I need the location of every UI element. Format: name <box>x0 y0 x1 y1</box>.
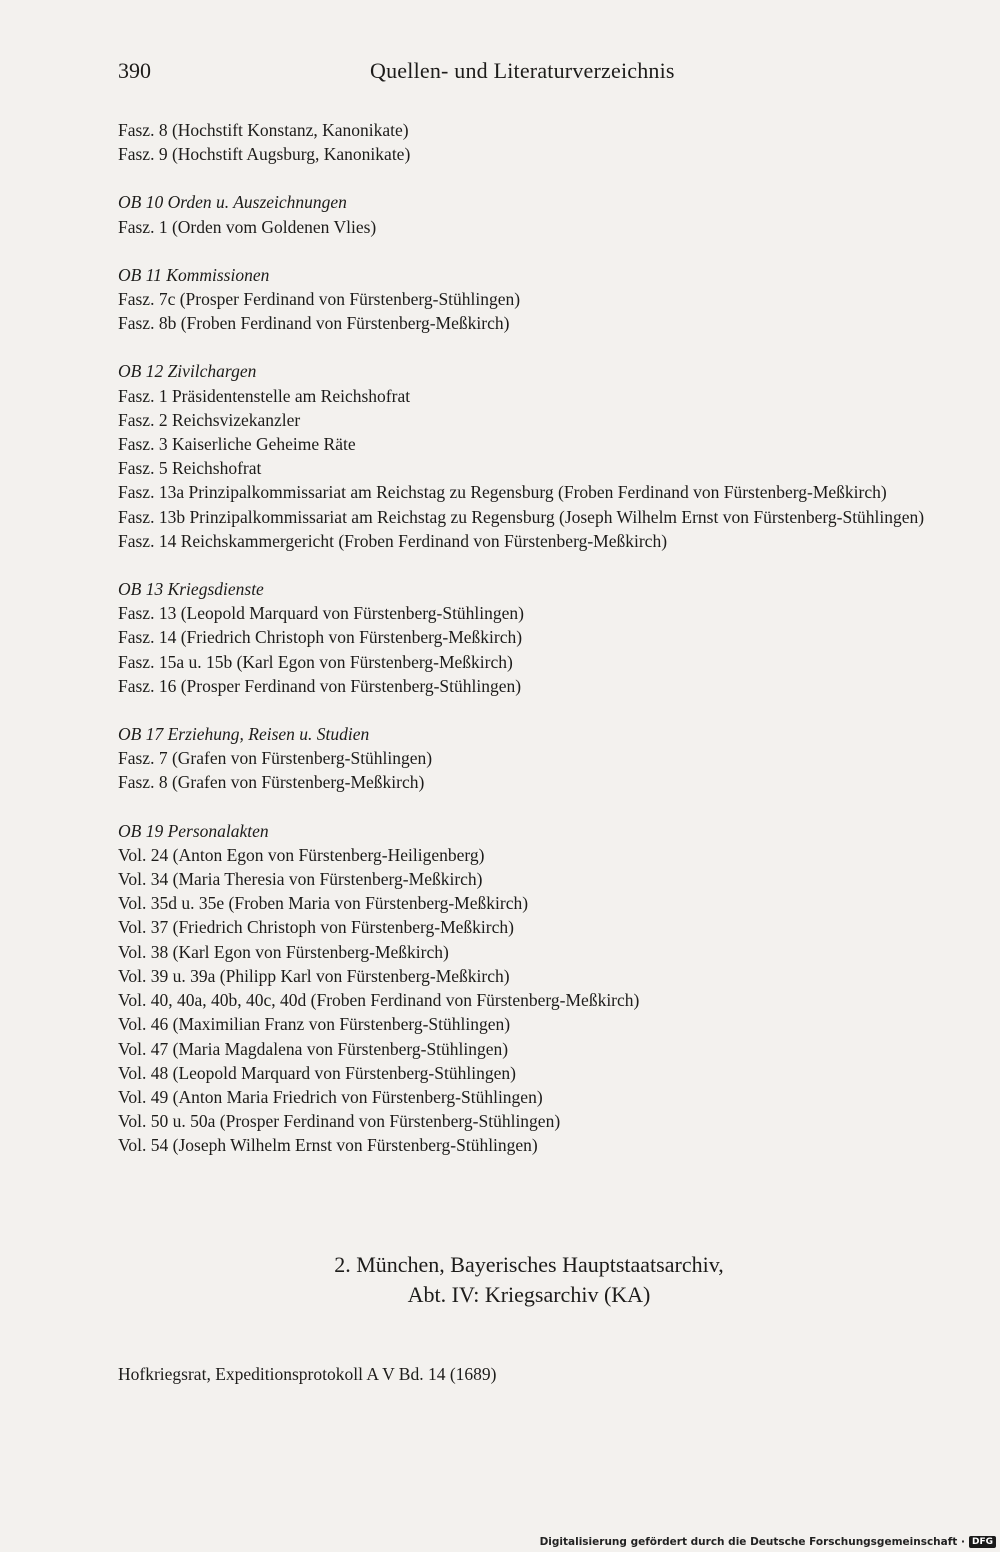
archive-section <box>118 190 940 238</box>
closing-entry: Hofkriegsrat, Expeditionsprotokoll A V Bd. 14 (1689) <box>118 1364 497 1384</box>
list-item: Fasz. 13a Prinzipalkommissariat am Reichstag zu Regensburg (Froben Ferdinand von Fürstenberg-Meßkirch) <box>118 482 887 503</box>
list-item: Fasz. 8b (Froben Ferdinand von Fürstenberg-Meßkirch) <box>118 313 510 334</box>
list-item: Vol. 40, 40a, 40b, 40c, 40d (Froben Ferdinand von Fürstenberg-Meßkirch) <box>118 990 640 1011</box>
list-item: Fasz. 5 Reichshofrat <box>118 458 262 479</box>
list-item: Vol. 48 (Leopold Marquard von Fürstenberg-Stühlingen) <box>118 1062 516 1083</box>
archive-section <box>118 577 940 698</box>
section-heading: OB 12 Zivilchargen <box>118 361 257 382</box>
running-title: Quellen- und Literaturverzeichnis <box>370 58 675 83</box>
list-item: Fasz. 8 (Grafen von Fürstenberg-Meßkirch) <box>118 772 425 793</box>
list-item: Fasz. 1 (Orden vom Goldenen Vlies) <box>118 216 377 237</box>
list-item: Fasz. 7 (Grafen von Fürstenberg-Stühlingen) <box>118 748 433 769</box>
section-heading: OB 13 Kriegsdienste <box>118 579 264 600</box>
intro-entries <box>118 118 940 166</box>
list-item: Vol. 37 (Friedrich Christoph von Fürstenberg-Meßkirch) <box>118 917 514 938</box>
list-item: Vol. 54 (Joseph Wilhelm Ernst von Fürstenberg-Stühlingen) <box>118 1135 538 1156</box>
sections-container <box>118 190 940 1157</box>
chapter-heading-line-2: Abt. IV: Kriegsarchiv (KA) <box>407 1282 651 1307</box>
list-item: Fasz. 13b Prinzipalkommissariat am Reichstag zu Regensburg (Joseph Wilhelm Ernst von Fürstenberg-Stühlingen) <box>118 506 925 527</box>
section-heading: OB 11 Kommissionen <box>118 264 270 285</box>
list-item: Fasz. 9 (Hochstift Augsburg, Kanonikate) <box>118 144 411 165</box>
page-header <box>118 58 738 90</box>
list-item: Vol. 49 (Anton Maria Friedrich von Fürstenberg-Stühlingen) <box>118 1086 543 1107</box>
list-item: Fasz. 3 Kaiserliche Geheime Räte <box>118 434 356 455</box>
list-item: Vol. 24 (Anton Egon von Fürstenberg-Heiligenberg) <box>118 844 485 865</box>
list-item: Vol. 38 (Karl Egon von Fürstenberg-Meßkirch) <box>118 941 449 962</box>
archive-section <box>118 722 940 795</box>
dfg-logo: DFG <box>969 1536 996 1548</box>
digitization-footer <box>540 1532 1000 1552</box>
list-item: Vol. 47 (Maria Magdalena von Fürstenberg-Stühlingen) <box>118 1038 509 1059</box>
archive-section <box>118 263 940 336</box>
list-item: Fasz. 2 Reichsvizekanzler <box>118 409 301 430</box>
section-heading: OB 19 Personalakten <box>118 820 269 841</box>
archive-section <box>118 819 940 1158</box>
list-item: Vol. 39 u. 39a (Philipp Karl von Fürstenberg-Meßkirch) <box>118 965 510 986</box>
chapter-heading <box>118 1250 940 1310</box>
page-number: 390 <box>118 58 151 83</box>
list-item: Vol. 50 u. 50a (Prosper Ferdinand von Fürstenberg-Stühlingen) <box>118 1111 561 1132</box>
bibliography-content <box>118 118 940 1182</box>
list-item: Fasz. 16 (Prosper Ferdinand von Fürstenberg-Stühlingen) <box>118 675 522 696</box>
chapter-heading-line-1: 2. München, Bayerisches Hauptstaatsarchiv, <box>334 1252 724 1277</box>
list-item: Vol. 46 (Maximilian Franz von Fürstenberg-Stühlingen) <box>118 1014 511 1035</box>
list-item: Fasz. 15a u. 15b (Karl Egon von Fürstenberg-Meßkirch) <box>118 651 513 672</box>
section-heading: OB 10 Orden u. Auszeichnungen <box>118 192 347 213</box>
list-item: Vol. 35d u. 35e (Froben Maria von Fürstenberg-Meßkirch) <box>118 893 529 914</box>
list-item: Fasz. 8 (Hochstift Konstanz, Kanonikate) <box>118 120 409 140</box>
list-item: Vol. 34 (Maria Theresia von Fürstenberg-Meßkirch) <box>118 869 483 890</box>
section-heading: OB 17 Erziehung, Reisen u. Studien <box>118 724 370 745</box>
list-item: Fasz. 13 (Leopold Marquard von Fürstenberg-Stühlingen) <box>118 603 524 624</box>
list-item: Fasz. 7c (Prosper Ferdinand von Fürstenberg-Stühlingen) <box>118 289 521 310</box>
list-item: Fasz. 14 (Friedrich Christoph von Fürstenberg-Meßkirch) <box>118 627 523 648</box>
archive-section <box>118 359 940 553</box>
list-item: Fasz. 1 Präsidentenstelle am Reichshofrat <box>118 385 411 406</box>
footer-text: Digitalisierung gefördert durch die Deutsche Forschungsgemeinschaft · <box>539 1536 965 1548</box>
list-item: Fasz. 14 Reichskammergericht (Froben Ferdinand von Fürstenberg-Meßkirch) <box>118 530 668 551</box>
